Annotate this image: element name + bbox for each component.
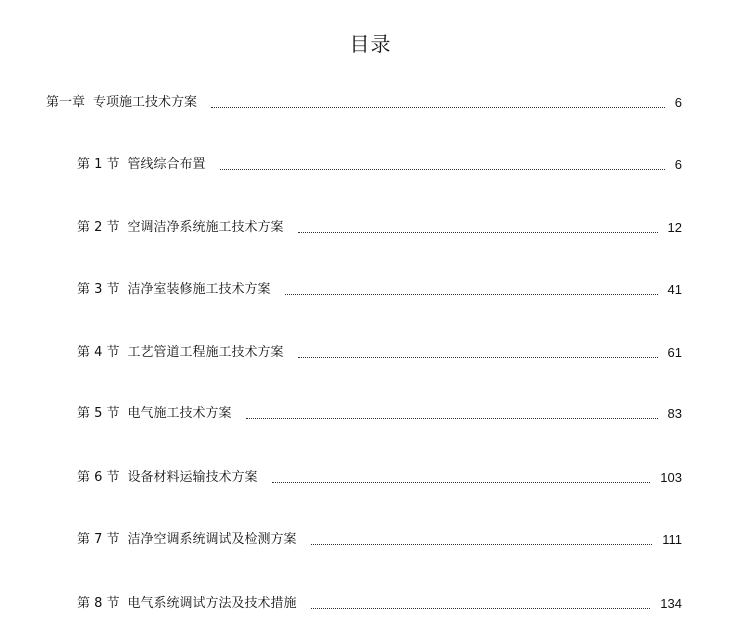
toc-section-prefix: 第 7 节 xyxy=(77,532,120,547)
toc-section-prefix: 第 4 节 xyxy=(77,345,120,360)
toc-section-page: 111 xyxy=(662,532,682,547)
toc-section-entry[interactable] xyxy=(77,406,682,422)
toc-leader-dots xyxy=(285,294,658,295)
toc-section-page: 41 xyxy=(667,282,682,297)
toc-leader-dots xyxy=(298,357,658,358)
toc-section-label: 洁净室装修施工技术方案 xyxy=(127,282,271,297)
toc-section-entry[interactable] xyxy=(77,157,682,173)
toc-section-label: 工艺管道工程施工技术方案 xyxy=(127,345,284,360)
toc-leader-dots xyxy=(311,544,653,545)
toc-section-prefix: 第 3 节 xyxy=(77,282,120,297)
toc-section-page: 134 xyxy=(660,596,682,611)
toc-title: 目录 xyxy=(349,32,392,56)
toc-section-entry[interactable] xyxy=(77,470,682,486)
toc-section-label: 洁净空调系统调试及检测方案 xyxy=(127,532,297,547)
toc-chapter-prefix: 第一章 xyxy=(46,95,86,110)
toc-section-label: 电气施工技术方案 xyxy=(127,406,232,421)
toc-leader-dots xyxy=(246,418,658,419)
toc-section-prefix: 第 6 节 xyxy=(77,470,120,485)
toc-section-entry[interactable] xyxy=(77,345,682,361)
toc-section-prefix: 第 5 节 xyxy=(77,406,120,421)
toc-leader-dots xyxy=(311,608,651,609)
toc-section-prefix: 第 8 节 xyxy=(77,596,120,611)
toc-section-page: 12 xyxy=(667,220,682,235)
toc-section-page: 61 xyxy=(667,345,682,360)
toc-section-page: 6 xyxy=(674,157,682,172)
toc-section-label: 管线综合布置 xyxy=(127,157,206,172)
toc-leader-dots xyxy=(272,482,651,483)
toc-section-prefix: 第 2 节 xyxy=(77,220,120,235)
toc-section-label: 设备材料运输技术方案 xyxy=(127,470,258,485)
toc-chapter-entry[interactable] xyxy=(46,95,682,111)
toc-leader-dots xyxy=(211,107,665,108)
toc-section-entry[interactable] xyxy=(77,282,682,298)
toc-section-label: 空调洁净系统施工技术方案 xyxy=(127,220,284,235)
toc-leader-dots xyxy=(220,169,665,170)
toc-section-prefix: 第 1 节 xyxy=(77,157,120,172)
toc-section-entry[interactable] xyxy=(77,532,682,548)
toc-section-page: 103 xyxy=(660,470,682,485)
toc-chapter-label: 专项施工技术方案 xyxy=(93,95,198,110)
toc-leader-dots xyxy=(298,232,658,233)
toc-section-page: 83 xyxy=(667,406,682,421)
toc-section-entry[interactable] xyxy=(77,220,682,236)
toc-chapter-page: 6 xyxy=(674,95,682,110)
toc-section-entry[interactable] xyxy=(77,596,682,612)
toc-section-label: 电气系统调试方法及技术措施 xyxy=(127,596,297,611)
